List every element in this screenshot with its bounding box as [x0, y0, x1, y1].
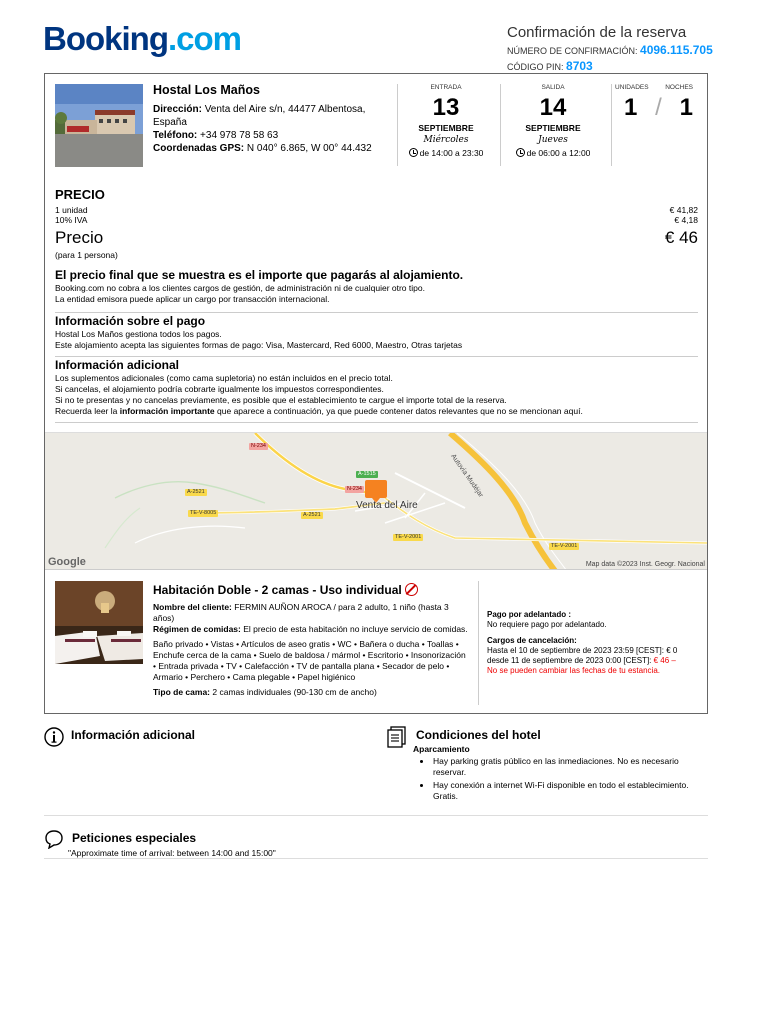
- parking-heading: Aparcamiento: [413, 744, 470, 754]
- clock-icon: [409, 148, 418, 157]
- guest-name: Nombre del cliente: FERMIN AUÑON AROCA / para 2 adulto, 1 niño (hasta 3 años): [153, 602, 449, 623]
- bed-type: Tipo de cama: 2 camas individuales (90-130 cm de ancho): [153, 687, 377, 697]
- info-icon: [44, 727, 64, 747]
- confirmation-header: [507, 24, 713, 73]
- nights-count: 1: [679, 94, 693, 121]
- hotel-gps: Coordenadas GPS: N 040° 6.865, W 00° 44.432: [153, 143, 372, 154]
- map-credit: Map data ©2023 Inst. Geogr. Nacional: [585, 561, 705, 568]
- reservation-box: [44, 73, 708, 714]
- hotel-info: [153, 84, 393, 155]
- conditions-body: [413, 744, 703, 804]
- conditions-heading: Condiciones del hotel: [416, 728, 541, 742]
- no-smoking-icon: [405, 583, 418, 596]
- road-label: A-2521: [303, 512, 321, 518]
- important-info-link[interactable]: información importante: [119, 406, 215, 416]
- price-total: Precio € 46: [55, 228, 698, 247]
- road-label: TE-V-2001: [395, 534, 422, 540]
- road-label: Autovía Mudéjar: [449, 453, 485, 499]
- units-nights-block: UNIDADES NOCHES 1 / 1: [615, 84, 693, 121]
- room-amenities: Baño privado • Vistas • Artículos de aseo gratis • WC • Bañera o ducha • Toallas • Enchufe cerca de la cama • Suelo de baldosa / mármol • Escritorio • Insonorización • Entrada privada • TV • Calefacción • TV de pantalla plana • Secador de pelo • Armario • Perchero • Cama plegable • Papel higiénico: [153, 639, 466, 682]
- meal-plan: Régimen de comidas: El precio de esta habitación no incluye servicio de comidas.: [153, 624, 468, 634]
- condition-item: • Hay conexión a internet Wi-Fi disponible en todo el establecimiento. Gratis.: [432, 780, 703, 802]
- additional-info-heading: Información adicional: [55, 358, 180, 372]
- confirmation-title: Confirmación de la reserva: [507, 24, 687, 41]
- footer-info-heading: Información adicional: [71, 728, 196, 742]
- special-requests-heading: Peticiones especiales: [72, 831, 197, 845]
- final-price-heading: El precio final que se muestra es el importe que pagarás al alojamiento.: [55, 268, 464, 282]
- room-policies: [487, 610, 697, 682]
- confirmation-number: NÚMERO DE CONFIRMACIÓN: 4096.115.705: [507, 43, 713, 57]
- clock-icon: [516, 148, 525, 157]
- prepayment-policy: Pago por adelantado : No requiere pago por adelantado.: [487, 610, 607, 629]
- divider: [397, 84, 398, 166]
- road-label: A-1515: [358, 471, 376, 477]
- hotel-phone: Teléfono: +34 978 78 58 63: [153, 130, 279, 141]
- pin-code: CÓDIGO PIN: 8703: [507, 59, 593, 73]
- hotel-name[interactable]: Hostal Los Maños: [153, 83, 260, 97]
- hotel-photo: [55, 84, 143, 167]
- divider: [611, 84, 612, 166]
- divider: [500, 84, 501, 166]
- checkin-block: ENTRADA 13 SEPTIEMBRE Miércoles de 14:00 a 23:30: [400, 84, 492, 166]
- price-per: (para 1 persona): [55, 250, 118, 260]
- room-info: [153, 582, 471, 702]
- road-label: N-234: [251, 443, 266, 449]
- checkout-block: SALIDA 14 SEPTIEMBRE Jueves de 06:00 a 12:00: [503, 84, 603, 166]
- booking-logo[interactable]: Booking.com: [43, 20, 242, 57]
- location-map[interactable]: [45, 432, 707, 570]
- condition-item: • Hay parking gratis público en las inmediaciones. No es necesario reservar.: [432, 756, 703, 778]
- document-icon: [387, 726, 407, 748]
- special-requests-text: "Approximate time of arrival: between 14:00 and 15:00": [68, 848, 276, 858]
- divider: [478, 581, 479, 705]
- cancellation-policy: Cargos de cancelación: Hasta el 10 de septiembre de 2023 23:59 [CEST]: € 0 desde 11 de septiembre de 2023 0:00 [CEST]: € 46 – No se pueden cambiar las fechas de tu estancia.: [487, 636, 678, 675]
- payment-info-section: Información sobre el pago Hostal Los Maños gestiona todos los pagos. Este alojamiento acepta las siguientes formas de pago: Visa, Mastercard, Red 6000, Maestro, Otras tarjetas: [55, 314, 698, 351]
- road-label: TE-V-2001: [551, 543, 578, 549]
- map-town-label: Venta del Aire: [356, 500, 418, 511]
- additional-info-section: Información adicional Los suplementos adicionales (como cama supletoria) no están incluidos en el precio total. Si cancelas, el alojamiento podría cobrarte igualmente los impuestos correspondientes. Si no te presentas y no cancelas previamente, es posible que el establecimiento te cargue el importe total de la reserva. Recuerda leer la información importante que aparece a continuación, ya que puede contener datos relevantes que no se mencionan aquí.: [55, 358, 698, 417]
- room-photo: [55, 581, 143, 664]
- speech-bubble-icon: [44, 829, 64, 849]
- room-title: Habitación Doble - 2 camas - Uso individual: [153, 582, 471, 598]
- road-label: A-2521: [187, 489, 205, 495]
- google-logo: Google: [48, 556, 86, 568]
- units-count: 1: [624, 94, 638, 121]
- price-row: 10% IVA € 4,18: [55, 215, 698, 225]
- payment-info-heading: Información sobre el pago: [55, 314, 206, 328]
- hotel-address: Dirección: Venta del Aire s/n, 44477 Albentosa, España: [153, 104, 366, 128]
- price-section: PRECIO 1 unidad € 41,82 10% IVA € 4,18 Precio € 46 (para 1 persona) El precio final que se muestra es el importe que pagarás al alojamiento. Booking.com no cobra a los clientes cargos de gestión, de administración ni de cualquier otro tipo. La entidad emisora puede aplicar un cargo por transacción internacional.: [55, 187, 698, 304]
- hotel-pin-icon[interactable]: [365, 480, 387, 498]
- road-label: N-234: [347, 486, 362, 492]
- price-heading: PRECIO: [55, 187, 105, 202]
- price-row: 1 unidad € 41,82: [55, 205, 698, 215]
- road-label: TE-V-8005: [190, 510, 217, 516]
